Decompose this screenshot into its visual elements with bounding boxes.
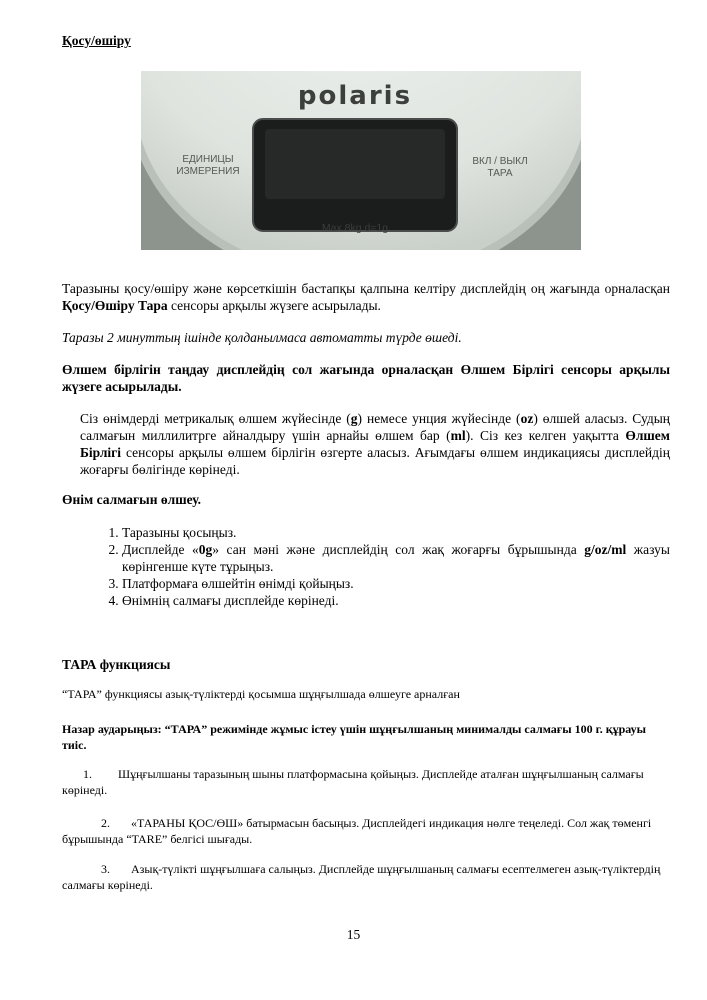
brand-logo: polaris [297,81,413,111]
units-label-line1: ЕДИНИЦЫ [182,154,234,165]
section-heading-tare: ТАРА функциясы [62,657,171,672]
tare-warning: Назар аударыңыз: “ТАРА” режимінде жұмыс істеу үшін шұңғылшаның минималды салмағы 100 г. құрауы тиіс. [62,722,647,752]
weigh-step-3: 3. Платформаға өлшейтін өнімді қойыңыз. [122,575,670,592]
power-label-line1: ВКЛ / ВЫКЛ [472,156,528,167]
power-label-line2: ТАРА [487,168,513,179]
paragraph-unit-selection: Өлшем бірлігін таңдау дисплейдің сол жағында орналасқан Өлшем Бірлігі сенсоры арқылы жүзеге асырылады. [62,362,670,394]
weigh-step-1: 1. Таразыны қосыңыз. [122,524,670,541]
weigh-step-2: 2. Дисплейде «0g» сан мәні және дисплейдің сол жақ жоғарғы бұрышында g/oz/ml жазуы көрінгенше күте тұрыңыз. [122,541,670,575]
tare-step-1: 1. Шұңғылшаны таразының шыны платформасына қойыңыз. Дисплейде аталған шұңғылшаның салмағы көрінеді. [62,767,644,797]
section-heading-weigh: Өнім салмағын өлшеу. [62,492,202,507]
paragraph-auto-off: Таразы 2 минуттың ішінде қолданылмаса автоматты түрде өшеді. [62,330,462,345]
weigh-step-4: 4. Өнімнің салмағы дисплейде көрінеді. [122,592,670,609]
capacity-label: Max.8kg d=1g [321,222,389,234]
tare-step-2: 2. «ТАРАНЫ ҚОС/ӨШ» батырмасын басыңыз. Дисплейдегі индикация нөлге теңеледі. Сол жақ төменгі бұрышында “TARE” белгісі шығады. [62,816,652,846]
paragraph-units-info: Сіз өнімдерді метрикалық өлшем жүйесінде (g) немесе унция жүйесінде (oz) өлшей аласыз. Судың салмағын миллилитрге айналдыру үшін арнайы өлшем бар (ml). Сіз кез келген уақытта Өлшем Бірлігі сенсоры арқылы өлшем бірлігін өзгерте аласыз. Ағымдағы өлшем индикациясы дисплейдің жоғарғы бөлігінде көрінеді. [80,411,671,477]
paragraph-power-description: Таразыны қосу/өшіру және көрсеткішін бастапқы қалпына келтіру дисплейдің оң жағында орналасқан Қосу/Өшіру Тара сенсоры арқылы жүзеге асырылады. [62,281,670,313]
units-label-line2: ИЗМЕРЕНИЯ [176,166,240,177]
page-number: 15 [346,927,361,942]
scale-photo [141,71,581,250]
section-heading-power: Қосу/өшіру [62,33,131,48]
tare-intro: “ТАРА” функциясы азық-түліктерді қосымша шұңғылшада өлшеуге арналған [62,687,460,701]
weigh-steps-list [83,524,670,609]
tare-step-3: 3. Азық-түлікті шұңғылшаға салыңыз. Дисплейде шұңғылшаның салмағы есептелмеген азық-түліктердің салмағы көрінеді. [62,862,661,892]
scale-illustration [141,71,581,250]
